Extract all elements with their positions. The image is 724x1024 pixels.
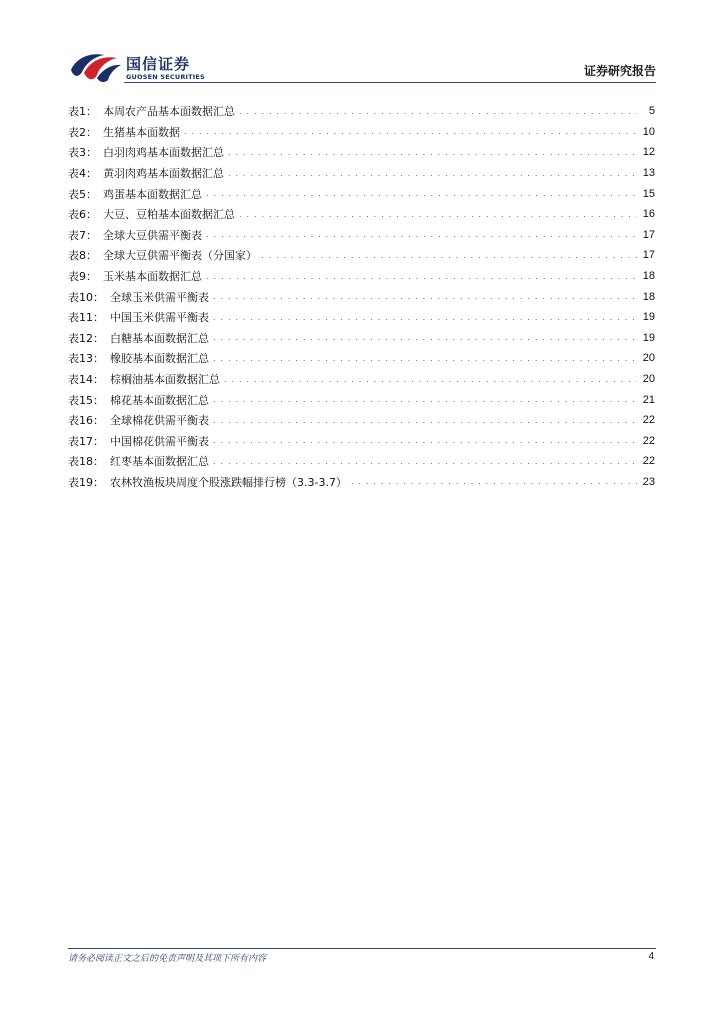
toc-entry-label: 表1： [68, 105, 97, 119]
toc-entry-title: 棉花基本面数据汇总 [110, 393, 209, 407]
toc-entry[interactable] [68, 328, 655, 349]
toc-entry[interactable] [68, 245, 655, 266]
toc-entry[interactable] [68, 307, 655, 328]
toc-entry-label: 表18： [68, 455, 104, 469]
toc-entry-page: 10 [642, 125, 655, 138]
toc-leader-dots [206, 189, 637, 198]
toc-entry-label: 表3： [68, 146, 97, 160]
toc-entry[interactable] [68, 225, 655, 246]
toc-leader-dots [239, 210, 637, 219]
brand-name-cn: 国信证券 [126, 55, 191, 73]
toc-entry-label: 表11： [68, 311, 104, 325]
footer-divider [68, 948, 656, 949]
toc-entry-label: 表16： [68, 414, 104, 428]
header-divider [124, 82, 656, 83]
table-of-figures [68, 101, 655, 492]
toc-entry-title: 大豆、豆粕基本面数据汇总 [103, 208, 235, 222]
footer-disclaimer: 请务必阅读正文之后的免责声明及其项下所有内容 [68, 954, 267, 964]
toc-leader-dots [206, 272, 637, 281]
toc-entry[interactable] [68, 122, 655, 143]
toc-entry-page: 12 [642, 146, 655, 159]
toc-entry-title: 鸡蛋基本面数据汇总 [103, 187, 202, 201]
toc-entry[interactable] [68, 163, 655, 184]
toc-entry-page: 19 [642, 331, 655, 344]
toc-leader-dots [213, 395, 637, 404]
toc-leader-dots [351, 477, 637, 486]
toc-leader-dots [206, 230, 637, 239]
guosen-logo-icon [70, 52, 122, 84]
toc-entry[interactable] [68, 410, 655, 431]
toc-entry-title: 全球玉米供需平衡表 [110, 290, 209, 304]
toc-entry-page: 17 [642, 228, 655, 241]
toc-entry-title: 白糖基本面数据汇总 [110, 331, 209, 345]
toc-entry-title: 橡胶基本面数据汇总 [110, 352, 209, 366]
toc-entry-page: 17 [642, 249, 655, 262]
toc-entry[interactable] [68, 369, 655, 390]
toc-leader-dots [213, 457, 637, 466]
toc-entry-label: 表4： [68, 167, 97, 181]
toc-entry[interactable] [68, 472, 655, 493]
toc-entry-label: 表2： [68, 125, 97, 139]
toc-entry-title: 生猪基本面数据 [103, 125, 180, 139]
toc-leader-dots [213, 313, 637, 322]
brand-name-en: GUOSEN SECURITIES [126, 73, 205, 81]
toc-entry[interactable] [68, 451, 655, 472]
toc-entry-title: 棕榈油基本面数据汇总 [110, 373, 220, 387]
toc-entry-title: 白羽肉鸡基本面数据汇总 [103, 146, 224, 160]
toc-entry-label: 表14： [68, 373, 104, 387]
toc-entry[interactable] [68, 348, 655, 369]
toc-entry-page: 18 [642, 290, 655, 303]
toc-entry-title: 中国玉米供需平衡表 [110, 311, 209, 325]
toc-entry-title: 全球大豆供需平衡表 [103, 228, 202, 242]
toc-entry-title: 农林牧渔板块周度个股涨跌幅排行榜（3.3-3.7） [110, 475, 347, 489]
toc-leader-dots [228, 169, 637, 178]
toc-entry-title: 玉米基本面数据汇总 [103, 270, 202, 284]
toc-entry[interactable] [68, 101, 655, 122]
toc-entry-page: 20 [642, 352, 655, 365]
toc-entry-title: 黄羽肉鸡基本面数据汇总 [103, 167, 224, 181]
toc-leader-dots [213, 416, 637, 425]
toc-leader-dots [213, 436, 637, 445]
toc-entry-title: 全球棉花供需平衡表 [110, 414, 209, 428]
toc-entry-page: 5 [648, 105, 655, 118]
toc-leader-dots [213, 354, 637, 363]
toc-entry-label: 表13： [68, 352, 104, 366]
toc-entry-page: 21 [642, 393, 655, 406]
toc-entry-title: 本周农产品基本面数据汇总 [103, 105, 235, 119]
toc-leader-dots [228, 148, 637, 157]
toc-entry-page: 22 [642, 414, 655, 427]
toc-leader-dots [239, 107, 637, 116]
toc-leader-dots [261, 251, 637, 260]
toc-entry-label: 表8： [68, 249, 97, 263]
toc-entry-label: 表10： [68, 290, 104, 304]
toc-entry-page: 22 [642, 455, 655, 468]
toc-entry-page: 19 [642, 311, 655, 324]
page-header [0, 0, 724, 90]
toc-entry[interactable] [68, 389, 655, 410]
toc-entry-label: 表7： [68, 228, 97, 242]
toc-leader-dots [213, 292, 637, 301]
page-number: 4 [648, 951, 654, 962]
toc-leader-dots [213, 333, 637, 342]
toc-entry-label: 表9： [68, 270, 97, 284]
toc-entry-label: 表5： [68, 187, 97, 201]
toc-entry-page: 20 [642, 373, 655, 386]
toc-entry-page: 15 [642, 187, 655, 200]
toc-entry[interactable] [68, 183, 655, 204]
toc-entry-title: 红枣基本面数据汇总 [110, 455, 209, 469]
toc-entry-label: 表17： [68, 434, 104, 448]
toc-entry-label: 表19： [68, 475, 104, 489]
toc-entry[interactable] [68, 431, 655, 452]
toc-entry-title: 全球大豆供需平衡表（分国家） [103, 249, 257, 263]
toc-leader-dots [184, 127, 637, 136]
toc-entry-page: 23 [642, 475, 655, 488]
toc-entry-page: 22 [642, 434, 655, 447]
toc-entry-label: 表6： [68, 208, 97, 222]
toc-entry-label: 表15： [68, 393, 104, 407]
toc-entry-title: 中国棉花供需平衡表 [110, 434, 209, 448]
toc-entry-page: 18 [642, 270, 655, 283]
toc-entry[interactable] [68, 266, 655, 287]
toc-entry[interactable] [68, 286, 655, 307]
report-type-label: 证券研究报告 [583, 64, 656, 78]
toc-entry-page: 16 [642, 208, 655, 221]
toc-entry[interactable] [68, 142, 655, 163]
toc-entry-label: 表12： [68, 331, 104, 345]
toc-entry[interactable] [68, 204, 655, 225]
toc-entry-page: 13 [642, 167, 655, 180]
toc-leader-dots [224, 375, 637, 384]
